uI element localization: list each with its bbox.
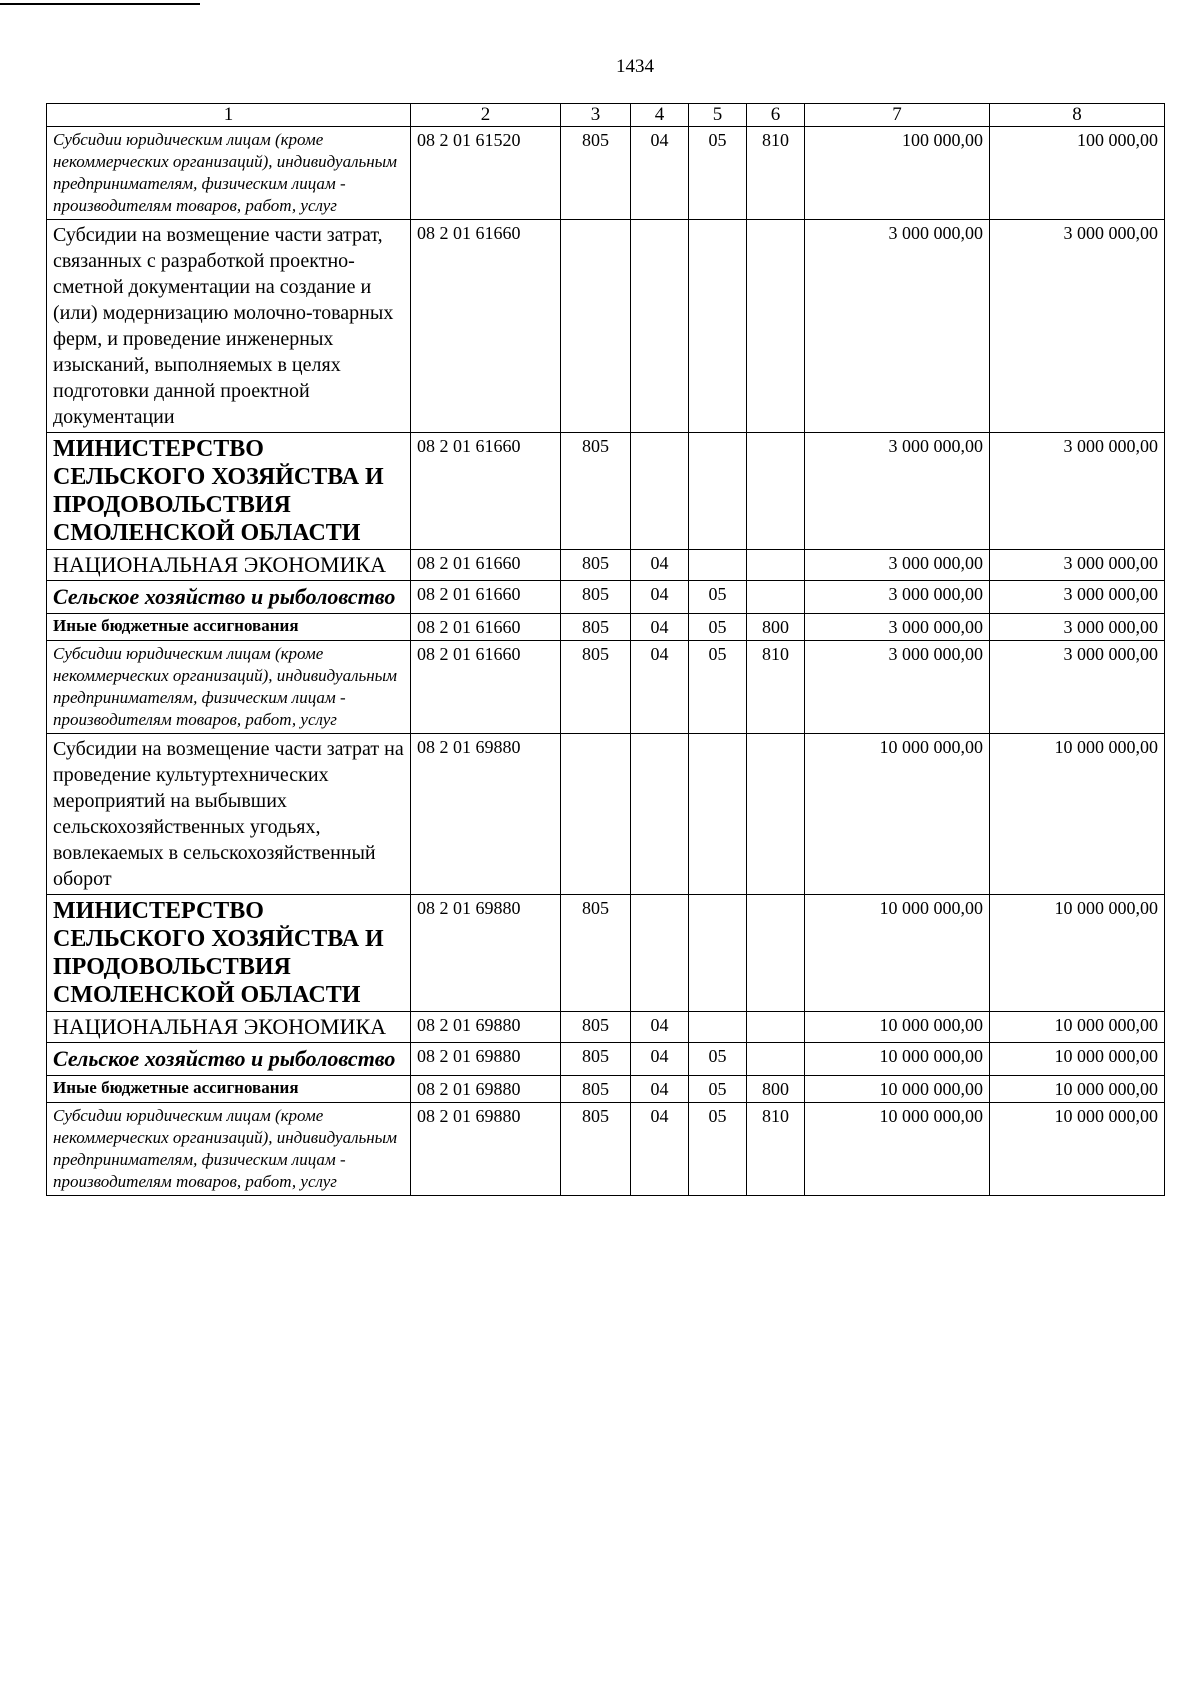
item-name: МИНИСТЕРСТВО СЕЛЬСКОГО ХОЗЯЙСТВА И ПРОДОВОЛЬСТВИЯ СМОЛЕНСКОЙ ОБЛАСТИ: [47, 433, 411, 550]
expense-type-code: [747, 734, 805, 895]
target-article-code: 08 2 01 61660: [411, 433, 561, 550]
ministry-code: 805: [561, 1043, 631, 1076]
target-article-code: 08 2 01 69880: [411, 1012, 561, 1043]
table-row: [47, 220, 1165, 433]
amount-col8: 3 000 000,00: [990, 614, 1165, 641]
column-header: 8: [990, 104, 1165, 127]
subsection-code: 05: [689, 1076, 747, 1103]
amount-col8: 3 000 000,00: [990, 550, 1165, 581]
ministry-code: [561, 220, 631, 433]
expense-type-code: [747, 1012, 805, 1043]
table-row: [47, 895, 1165, 1012]
header-row: [47, 104, 1165, 127]
ministry-code: 805: [561, 581, 631, 614]
amount-col7: 10 000 000,00: [805, 1043, 990, 1076]
item-name: Субсидии юридическим лицам (кроме некоммерческих организаций), индивидуальным предпринимателям, физическим лицам - производителям товаров, работ, услуг: [47, 641, 411, 734]
subsection-code: 05: [689, 581, 747, 614]
item-name: Субсидии на возмещение части затрат на проведение культуртехнических мероприятий на выбывших сельскохозяйственных угодьях, вовлекаемых в сельскохозяйственный оборот: [47, 734, 411, 895]
table-row: [47, 581, 1165, 614]
item-name: МИНИСТЕРСТВО СЕЛЬСКОГО ХОЗЯЙСТВА И ПРОДОВОЛЬСТВИЯ СМОЛЕНСКОЙ ОБЛАСТИ: [47, 895, 411, 1012]
item-name: Иные бюджетные ассигнования: [47, 1076, 411, 1103]
section-code: 04: [631, 1012, 689, 1043]
table-row: [47, 1076, 1165, 1103]
column-header: 1: [47, 104, 411, 127]
section-code: [631, 220, 689, 433]
section-code: 04: [631, 1103, 689, 1196]
expense-type-code: [747, 433, 805, 550]
ministry-code: 805: [561, 550, 631, 581]
table-row: [47, 641, 1165, 734]
item-name: Сельское хозяйство и рыболовство: [47, 1043, 411, 1076]
expense-type-code: 810: [747, 641, 805, 734]
section-code: 04: [631, 127, 689, 220]
table-row: [47, 433, 1165, 550]
section-code: [631, 734, 689, 895]
target-article-code: 08 2 01 69880: [411, 1103, 561, 1196]
ministry-code: 805: [561, 1012, 631, 1043]
amount-col8: 3 000 000,00: [990, 581, 1165, 614]
target-article-code: 08 2 01 61660: [411, 220, 561, 433]
amount-col7: 100 000,00: [805, 127, 990, 220]
ministry-code: 805: [561, 1103, 631, 1196]
expense-type-code: 810: [747, 127, 805, 220]
table-row: [47, 1012, 1165, 1043]
table-row: [47, 127, 1165, 220]
amount-col7: 3 000 000,00: [805, 550, 990, 581]
table-body: [47, 127, 1165, 1196]
expense-type-code: [747, 581, 805, 614]
section-code: [631, 895, 689, 1012]
amount-col8: 3 000 000,00: [990, 641, 1165, 734]
table-row: [47, 550, 1165, 581]
amount-col7: 10 000 000,00: [805, 1076, 990, 1103]
budget-table: [46, 103, 1165, 1196]
subsection-code: [689, 220, 747, 433]
top-rule: [0, 3, 200, 5]
target-article-code: 08 2 01 69880: [411, 1076, 561, 1103]
amount-col7: 3 000 000,00: [805, 433, 990, 550]
column-header: 4: [631, 104, 689, 127]
amount-col7: 10 000 000,00: [805, 1103, 990, 1196]
ministry-code: 805: [561, 895, 631, 1012]
subsection-code: [689, 734, 747, 895]
table-row: [47, 1103, 1165, 1196]
amount-col7: 3 000 000,00: [805, 581, 990, 614]
expense-type-code: [747, 895, 805, 1012]
ministry-code: 805: [561, 433, 631, 550]
target-article-code: 08 2 01 69880: [411, 895, 561, 1012]
amount-col8: 100 000,00: [990, 127, 1165, 220]
subsection-code: [689, 550, 747, 581]
section-code: 04: [631, 641, 689, 734]
ministry-code: 805: [561, 641, 631, 734]
amount-col8: 10 000 000,00: [990, 1103, 1165, 1196]
item-name: Иные бюджетные ассигнования: [47, 614, 411, 641]
section-code: 04: [631, 1076, 689, 1103]
subsection-code: 05: [689, 127, 747, 220]
target-article-code: 08 2 01 61660: [411, 641, 561, 734]
table-row: [47, 1043, 1165, 1076]
subsection-code: 05: [689, 614, 747, 641]
amount-col8: 10 000 000,00: [990, 895, 1165, 1012]
subsection-code: 05: [689, 1103, 747, 1196]
amount-col7: 3 000 000,00: [805, 641, 990, 734]
ministry-code: 805: [561, 1076, 631, 1103]
amount-col7: 3 000 000,00: [805, 614, 990, 641]
column-header: 5: [689, 104, 747, 127]
expense-type-code: [747, 1043, 805, 1076]
expense-type-code: 810: [747, 1103, 805, 1196]
expense-type-code: [747, 220, 805, 433]
table-row: [47, 614, 1165, 641]
section-code: 04: [631, 550, 689, 581]
table-row: [47, 734, 1165, 895]
expense-type-code: 800: [747, 614, 805, 641]
amount-col7: 3 000 000,00: [805, 220, 990, 433]
amount-col8: 3 000 000,00: [990, 220, 1165, 433]
expense-type-code: 800: [747, 1076, 805, 1103]
section-code: 04: [631, 1043, 689, 1076]
target-article-code: 08 2 01 69880: [411, 1043, 561, 1076]
target-article-code: 08 2 01 61660: [411, 550, 561, 581]
amount-col8: 10 000 000,00: [990, 734, 1165, 895]
subsection-code: 05: [689, 641, 747, 734]
amount-col7: 10 000 000,00: [805, 895, 990, 1012]
column-header: 3: [561, 104, 631, 127]
ministry-code: 805: [561, 614, 631, 641]
amount-col8: 10 000 000,00: [990, 1076, 1165, 1103]
target-article-code: 08 2 01 61660: [411, 614, 561, 641]
subsection-code: [689, 1012, 747, 1043]
item-name: Субсидии юридическим лицам (кроме некоммерческих организаций), индивидуальным предпринимателям, физическим лицам - производителям товаров, работ, услуг: [47, 127, 411, 220]
target-article-code: 08 2 01 61660: [411, 581, 561, 614]
page-number: 1434: [616, 56, 654, 77]
ministry-code: [561, 734, 631, 895]
item-name: Субсидии на возмещение части затрат, связанных с разработкой проектно-сметной документации на создание и (или) модернизацию молочно-товарных ферм, и проведение инженерных изысканий, выполняемых в целях подготовки данной проектной документации: [47, 220, 411, 433]
column-header: 6: [747, 104, 805, 127]
item-name: НАЦИОНАЛЬНАЯ ЭКОНОМИКА: [47, 550, 411, 581]
subsection-code: [689, 433, 747, 550]
target-article-code: 08 2 01 61520: [411, 127, 561, 220]
amount-col7: 10 000 000,00: [805, 1012, 990, 1043]
subsection-code: 05: [689, 1043, 747, 1076]
amount-col8: 3 000 000,00: [990, 433, 1165, 550]
item-name: НАЦИОНАЛЬНАЯ ЭКОНОМИКА: [47, 1012, 411, 1043]
column-header: 2: [411, 104, 561, 127]
section-code: 04: [631, 581, 689, 614]
subsection-code: [689, 895, 747, 1012]
item-name: Субсидии юридическим лицам (кроме некоммерческих организаций), индивидуальным предпринимателям, физическим лицам - производителям товаров, работ, услуг: [47, 1103, 411, 1196]
item-name: Сельское хозяйство и рыболовство: [47, 581, 411, 614]
amount-col8: 10 000 000,00: [990, 1012, 1165, 1043]
target-article-code: 08 2 01 69880: [411, 734, 561, 895]
ministry-code: 805: [561, 127, 631, 220]
amount-col7: 10 000 000,00: [805, 734, 990, 895]
amount-col8: 10 000 000,00: [990, 1043, 1165, 1076]
section-code: [631, 433, 689, 550]
expense-type-code: [747, 550, 805, 581]
section-code: 04: [631, 614, 689, 641]
column-header: 7: [805, 104, 990, 127]
